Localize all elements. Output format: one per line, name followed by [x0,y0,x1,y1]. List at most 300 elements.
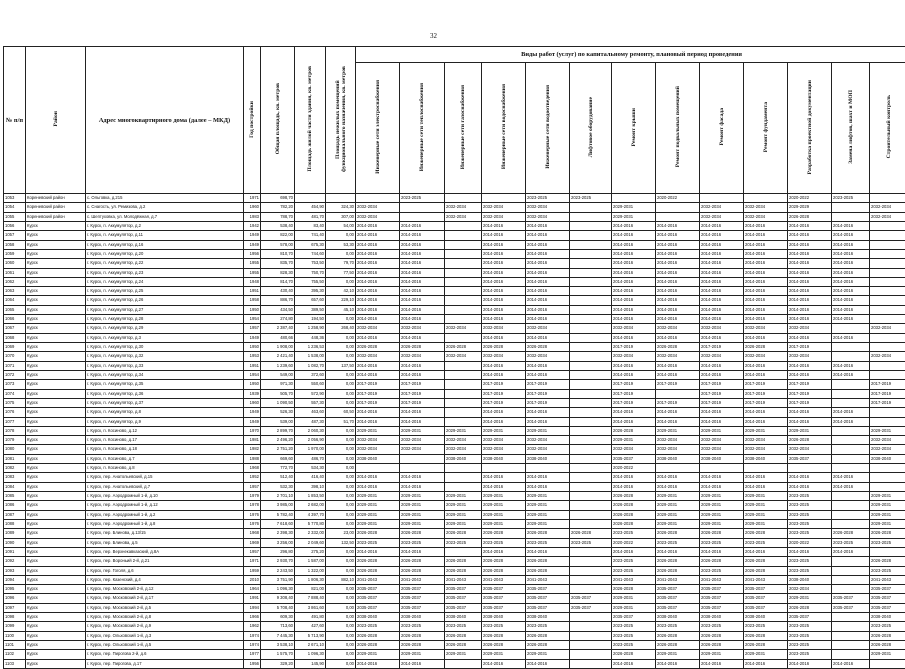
cell-work-period: 2035-2037 [870,603,905,612]
cell-work-period [832,445,870,454]
cell-work-period: 2014-2016 [700,277,744,286]
col-header-area-living: Площадь жилой части здания, кв. метров [295,47,326,194]
cell-num: 1058 [4,240,26,249]
cell-work-period [526,464,570,473]
cell-work-period: 2014-2016 [612,408,656,417]
cell-work-period [570,454,612,463]
cell-district: Курск [26,398,86,407]
cell-num: 1060 [4,259,26,268]
cell-address: г. Курск, пер. Московский 2-й, д.5 [86,603,244,612]
cell-work-period: 2032-2034 [744,324,788,333]
cell-work-period: 2023-2025 [788,501,832,510]
cell-work-period: 2032-2034 [445,436,482,445]
cell-work-period: 2014-2016 [356,268,400,277]
cell-num: 1083 [4,473,26,482]
cell-work-period: 2014-2016 [832,259,870,268]
cell-work-period: 2029-2031 [700,501,744,510]
cell-work-period: 2014-2016 [356,277,400,286]
cell-work-period: 2029-2031 [700,519,744,528]
cell-work-period: 2014-2016 [612,370,656,379]
cell-work-period: 2023-2025 [482,622,526,631]
cell-area-nonres: 0,00 [326,436,356,445]
cell-work-period: 2014-2016 [482,277,526,286]
cell-work-period: 2014-2016 [400,305,445,314]
cell-area-total: 810,70 [261,249,295,258]
cell-work-period: 2032-2034 [870,436,905,445]
table-row [4,566,905,575]
col-header-work-10: Разработка проектной документации [788,63,832,194]
cell-work-period: 2014-2016 [744,249,788,258]
cell-work-period: 2014-2016 [700,370,744,379]
cell-work-period: 2029-2031 [400,426,445,435]
col-header-work-5: Лифтовое оборудование [570,63,612,194]
cell-area-nonres: 0,00 [326,473,356,482]
cell-work-period: 2026-2028 [482,529,526,538]
cell-address: с. Ольговка, д.215 [86,194,244,203]
cell-work-period: 2017-2019 [656,398,700,407]
cell-work-period: 2026-2028 [526,557,570,566]
cell-area-living: 7 888,40 [295,594,326,603]
cell-work-period: 2026-2028 [526,343,570,352]
cell-work-period: 2014-2016 [482,659,526,668]
cell-num: 1095 [4,585,26,594]
cell-work-period: 2035-2037 [832,603,870,612]
cell-work-period: 2032-2034 [400,352,445,361]
cell-area-living: 83,40 [295,221,326,230]
cell-work-period: 2035-2037 [400,585,445,594]
cell-year: 1957 [244,482,261,491]
cell-work-period: 2035-2037 [526,585,570,594]
cell-work-period: 2017-2019 [526,398,570,407]
cell-area-nonres: 0,00 [326,445,356,454]
cell-work-period: 2032-2034 [445,445,482,454]
cell-area-total: 609,30 [261,613,295,622]
cell-work-period: 2026-2028 [400,566,445,575]
cell-work-period: 2017-2019 [356,380,400,389]
cell-work-period [570,585,612,594]
cell-year: 1948 [244,277,261,286]
cell-work-period: 2014-2016 [400,249,445,258]
cell-work-period: 2023-2025 [526,622,570,631]
cell-area-living: 463,60 [295,408,326,417]
cell-work-period: 2014-2016 [612,305,656,314]
cell-work-period: 2014-2016 [356,305,400,314]
cell-area-total: 822,00 [261,231,295,240]
cell-work-period [570,482,612,491]
cell-work-period [870,417,905,426]
cell-area-living: 448,36 [295,333,326,342]
cell-area-living: 454,90 [295,203,326,212]
cell-district: Курск [26,380,86,389]
cell-area-nonres: 0,00 [326,547,356,556]
cell-work-period: 2017-2019 [788,398,832,407]
cell-work-period: 2014-2016 [788,296,832,305]
cell-num: 1090 [4,538,26,547]
cell-work-period: 2014-2016 [744,333,788,342]
cell-area-nonres: 0,00 [326,492,356,501]
cell-work-period [445,473,482,482]
cell-work-period: 2032-2034 [400,445,445,454]
cell-area-nonres: 307,00 [326,212,356,221]
table-row [4,473,905,482]
cell-area-living: 1 538,00 [295,352,326,361]
cell-work-period: 2014-2016 [526,305,570,314]
cell-work-period: 2020-2022 [656,194,700,203]
cell-area-nonres: 79,70 [326,259,356,268]
cell-address: г. Курск, пер. Верхнекавказский, д.8А [86,547,244,556]
cell-area-total: 1 575,70 [261,650,295,659]
col-header-district: Район [26,47,86,194]
cell-work-period [832,389,870,398]
cell-district: Курск [26,268,86,277]
cell-work-period [700,194,744,203]
cell-work-period: 2014-2016 [832,370,870,379]
cell-work-period: 2026-2028 [400,343,445,352]
table-row [4,315,905,324]
cell-work-period: 2041-2043 [445,575,482,584]
cell-work-period [400,464,445,473]
cell-work-period: 2017-2019 [482,398,526,407]
cell-work-period: 2014-2016 [526,259,570,268]
cell-num: 1055 [4,212,26,221]
cell-work-period: 2032-2034 [788,445,832,454]
cell-work-period: 2014-2016 [700,221,744,230]
cell-work-period: 2023-2025 [788,641,832,650]
cell-district: Курск [26,529,86,538]
cell-work-period: 2029-2031 [612,594,656,603]
cell-work-period: 2038-2040 [482,454,526,463]
cell-num: 1075 [4,398,26,407]
cell-work-period: 2014-2016 [656,240,700,249]
cell-work-period [570,259,612,268]
cell-work-period: 2014-2016 [656,547,700,556]
cell-work-period: 2023-2025 [700,622,744,631]
cell-work-period: 2014-2016 [482,408,526,417]
cell-work-period: 2017-2019 [744,380,788,389]
cell-work-period: 2014-2016 [612,259,656,268]
cell-year: 1994 [244,603,261,612]
table-row [4,408,905,417]
cell-work-period: 2014-2016 [744,361,788,370]
cell-work-period: 2014-2016 [482,240,526,249]
cell-district: Курск [26,333,86,342]
cell-area-total: 971,30 [261,380,295,389]
cell-work-period [482,464,526,473]
cell-work-period [656,212,700,221]
cell-num: 1103 [4,659,26,668]
cell-work-period [445,287,482,296]
table-row [4,240,905,249]
cell-area-total: 505,70 [261,389,295,398]
cell-work-period: 2014-2016 [744,473,788,482]
cell-work-period: 2017-2019 [612,389,656,398]
cell-work-period: 2014-2016 [526,287,570,296]
cell-work-period: 2035-2037 [870,594,905,603]
cell-work-period [570,426,612,435]
cell-district: Курск [26,501,86,510]
cell-num: 1094 [4,575,26,584]
cell-work-period: 2029-2031 [744,426,788,435]
cell-address: г. Курск, п. Аккумулятор, д.23 [86,268,244,277]
cell-work-period: 2029-2031 [612,212,656,221]
cell-area-living: 675,30 [295,240,326,249]
cell-work-period: 2014-2016 [656,259,700,268]
cell-work-period: 2026-2028 [445,529,482,538]
cell-work-period: 2017-2019 [482,389,526,398]
cell-work-period: 2032-2034 [612,324,656,333]
cell-area-living: 3 861,60 [295,603,326,612]
cell-work-period [788,464,832,473]
cell-district: Курск [26,343,86,352]
cell-work-period: 2035-2037 [656,585,700,594]
cell-work-period [400,454,445,463]
cell-work-period: 2026-2028 [870,631,905,640]
cell-area-nonres: 0,00 [326,370,356,379]
cell-work-period: 2035-2037 [744,603,788,612]
cell-district: Курск [26,659,86,668]
table-row [4,203,905,212]
cell-area-nonres [326,194,356,203]
cell-work-period: 2014-2016 [656,268,700,277]
cell-work-period: 2035-2037 [744,585,788,594]
cell-work-period: 2014-2016 [356,249,400,258]
cell-work-period: 2038-2040 [356,454,400,463]
cell-work-period: 2038-2040 [445,613,482,622]
cell-year: 1977 [244,650,261,659]
cell-work-period [744,464,788,473]
cell-work-period: 2017-2019 [700,398,744,407]
cell-work-period: 2014-2016 [744,240,788,249]
cell-work-period: 2023-2025 [482,538,526,547]
cell-work-period: 2032-2034 [656,352,700,361]
cell-area-nonres: 324,30 [326,203,356,212]
cell-work-period: 2014-2016 [612,249,656,258]
cell-district: Курск [26,585,86,594]
cell-work-period [570,650,612,659]
cell-work-period: 2023-2025 [356,622,400,631]
cell-district: Кореневский район [26,194,86,203]
cell-work-period: 2014-2016 [400,361,445,370]
cell-work-period: 2026-2028 [870,529,905,538]
cell-work-period: 2026-2028 [788,603,832,612]
cell-work-period: 2014-2016 [832,417,870,426]
cell-address: г. Курск, пер. Ольховский 1-й, д.3 [86,631,244,640]
cell-work-period [570,343,612,352]
cell-work-period: 2014-2016 [744,305,788,314]
cell-work-period: 2035-2037 [744,594,788,603]
cell-work-period: 2014-2016 [356,370,400,379]
cell-work-period: 2014-2016 [482,333,526,342]
cell-area-total: 669,60 [261,454,295,463]
cell-work-period: 2014-2016 [832,315,870,324]
table-row [4,249,905,258]
cell-district: Курск [26,305,86,314]
cell-work-period: 2014-2016 [788,659,832,668]
cell-num: 1099 [4,622,26,631]
cell-num: 1056 [4,221,26,230]
cell-num: 1102 [4,650,26,659]
cell-area-living: 491,80 [295,613,326,622]
cell-area-nonres: 229,10 [326,296,356,305]
cell-work-period: 2014-2016 [482,221,526,230]
cell-work-period [570,352,612,361]
cell-work-period [570,324,612,333]
cell-area-total: 549,00 [261,370,295,379]
table-row [4,287,905,296]
cell-work-period: 2026-2028 [656,631,700,640]
table-row [4,613,905,622]
cell-work-period: 2029-2031 [612,436,656,445]
cell-area-nonres: 53,30 [326,240,356,249]
cell-work-period: 2035-2037 [700,585,744,594]
table-row [4,268,905,277]
cell-work-period: 2032-2034 [400,324,445,333]
cell-work-period: 2026-2028 [445,557,482,566]
cell-district: Курск [26,296,86,305]
cell-work-period: 2029-2031 [788,426,832,435]
cell-work-period: 2014-2016 [400,333,445,342]
cell-work-period: 2023-2025 [400,622,445,631]
cell-work-period: 2014-2016 [788,547,832,556]
cell-work-period: 2032-2034 [482,203,526,212]
cell-address: г. Курск, п. Аккумулятор, д.35 [86,380,244,389]
cell-work-period: 2014-2016 [482,417,526,426]
cell-num: 1084 [4,482,26,491]
table-row [4,426,905,435]
table-row [4,221,905,230]
cell-work-period: 2014-2016 [482,268,526,277]
cell-work-period: 2026-2028 [744,641,788,650]
cell-num: 1063 [4,287,26,296]
cell-work-period: 2023-2025 [445,622,482,631]
cell-year: 1960 [244,203,261,212]
cell-work-period [832,650,870,659]
cell-work-period [570,277,612,286]
cell-work-period: 2014-2016 [788,221,832,230]
cell-work-period: 2026-2028 [445,631,482,640]
cell-area-total: 782,20 [261,203,295,212]
cell-work-period [832,436,870,445]
cell-district: Курск [26,454,86,463]
cell-work-period: 2014-2016 [356,361,400,370]
table-row [4,436,905,445]
cell-work-period [832,464,870,473]
cell-year: 1950 [244,380,261,389]
cell-num: 1061 [4,268,26,277]
table-row [4,445,905,454]
cell-work-period: 2032-2034 [656,445,700,454]
cell-work-period: 2014-2016 [356,473,400,482]
cell-address: г. Курск, пер. Анатольевский, д.15 [86,473,244,482]
cell-work-period: 2014-2016 [482,482,526,491]
cell-work-period [570,249,612,258]
cell-work-period [445,482,482,491]
cell-work-period: 2032-2034 [526,203,570,212]
cell-work-period: 2032-2034 [700,352,744,361]
cell-work-period [870,659,905,668]
cell-work-period: 2029-2031 [445,426,482,435]
cell-district: Курск [26,277,86,286]
cell-work-period: 2026-2028 [870,641,905,650]
header-row-top [4,47,905,63]
cell-work-period: 2014-2016 [400,408,445,417]
cell-area-living: 1 970,00 [295,445,326,454]
cell-work-period: 2029-2031 [482,501,526,510]
cell-work-period: 2017-2019 [788,343,832,352]
cell-num: 1074 [4,389,26,398]
cell-work-period [445,333,482,342]
cell-work-period: 2014-2016 [700,296,744,305]
cell-work-period: 2032-2034 [656,324,700,333]
cell-work-period: 2026-2028 [445,641,482,650]
cell-work-period: 2014-2016 [700,333,744,342]
cell-work-period: 2014-2016 [612,473,656,482]
cell-work-period [832,510,870,519]
cell-work-period: 2014-2016 [832,482,870,491]
cell-work-period [445,277,482,286]
cell-work-period [832,575,870,584]
cell-work-period: 2014-2016 [700,408,744,417]
cell-work-period: 2029-2031 [400,501,445,510]
cell-address: г. Курск, п. Аккумулятор, д.29 [86,324,244,333]
cell-work-period [870,370,905,379]
cell-address: г. Курск, п. Аккумулятор, д.3 [86,333,244,342]
cell-work-period: 2029-2031 [656,492,700,501]
cell-work-period: 2023-2025 [656,538,700,547]
cell-area-living: 4 397,70 [295,510,326,519]
cell-work-period: 2032-2034 [482,324,526,333]
cell-address: г. Курск, п. Аккумулятор, д.11 [86,231,244,240]
cell-work-period: 2032-2034 [445,203,482,212]
cell-district: Курск [26,538,86,547]
cell-work-period: 2035-2037 [356,585,400,594]
cell-work-period: 2020-2022 [612,538,656,547]
table-row [4,529,905,538]
cell-area-total: 886,70 [261,296,295,305]
cell-work-period: 2023-2025 [400,194,445,203]
cell-district: Курск [26,641,86,650]
cell-work-period: 2032-2034 [870,324,905,333]
cell-area-living: 657,60 [295,296,326,305]
cell-work-period: 2026-2028 [612,650,656,659]
cell-area-total: 1 239,60 [261,361,295,370]
cell-address: г. Курск, п. Аккумулятор, д.36 [86,389,244,398]
cell-area-total: 2 899,70 [261,426,295,435]
cell-district: Курск [26,370,86,379]
table-row [4,641,905,650]
col-header-address: Адрес многоквартирного дома (далее – МКД) [86,47,244,194]
cell-work-period: 2026-2028 [356,557,400,566]
cell-address: г. Курск, п. Аккумулятор, д.9 [86,417,244,426]
cell-work-period: 2032-2034 [356,352,400,361]
cell-work-period: 2029-2031 [445,650,482,659]
table-row [4,277,905,286]
cell-work-period: 2029-2031 [870,426,905,435]
cell-address: г. Курск, пер. Блинова, д.5 [86,538,244,547]
cell-area-total: 835,70 [261,259,295,268]
cell-address: г. Курск, пер. Московский 2-й, д.8 [86,613,244,622]
cell-work-period: 2014-2016 [744,296,788,305]
table-row [4,594,905,603]
cell-area-nonres: 268,40 [326,324,356,333]
cell-work-period: 2023-2025 [870,566,905,575]
cell-year: 1949 [244,408,261,417]
table-row [4,575,905,584]
cell-work-period: 2023-2025 [788,566,832,575]
cell-work-period: 2026-2028 [700,631,744,640]
cell-work-period [832,398,870,407]
cell-work-period: 2014-2016 [788,370,832,379]
